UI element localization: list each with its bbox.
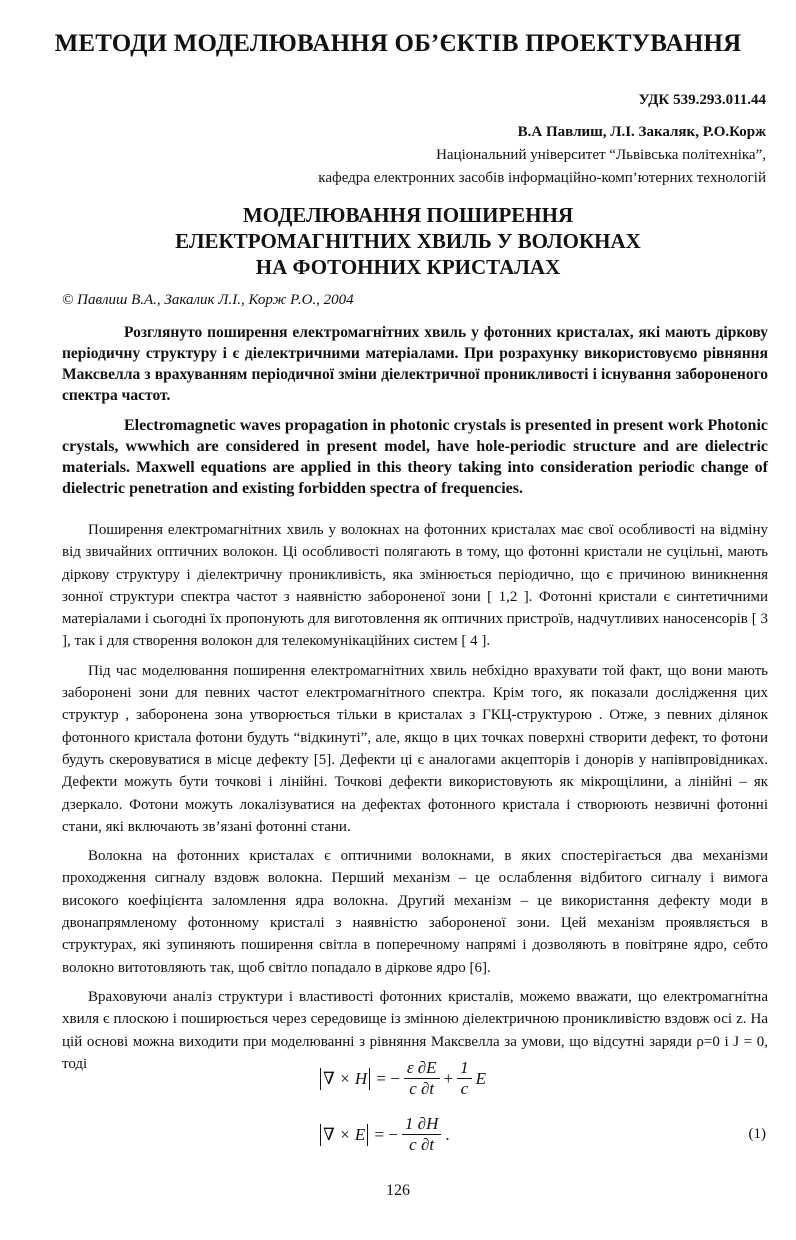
eq2-fraction xyxy=(402,1114,441,1155)
article-title xyxy=(60,202,756,280)
abstract-english: Electromagnetic waves propagation in photonic crystals is presented in present work Photonic crystals, wwwhich are considered in present model, have hole-periodic structure and are dielectric materials. Maxwell equations are applied in this theory taking into consideration periodic change of dielectric penetration and existing forbidden spectra of frequencies. xyxy=(62,417,768,497)
equation-number: (1) xyxy=(748,1126,766,1142)
eq2-lhs: ∇ × E xyxy=(323,1124,366,1144)
body-paragraph: Враховуючи аналіз структури і властивості фотонних кристалів, можемо вважати, що електромагнітна хвиля є плоскою і поширюється через середовище із змінною діелектричною проникливістю вздовж осі z. На цій основі можна виходити при моделюванні з рівняння Максвелла за умови, що відсутні заряди ρ=0 і J = 0, тоді xyxy=(62,988,768,1072)
section-title: МЕТОДИ МОДЕЛЮВАННЯ ОБ’ЄКТІВ ПРОЕКТУВАННЯ xyxy=(54,30,742,57)
abstract-ukrainian: Розглянуто поширення електромагнітних хвиль у фотонних кристалах, які мають діркову періодичну структуру і є діелектричними матеріалами. При розрахунку використовуємо рівняння Максвелла з врахуванням періодичної зміни діелектричної проникливості і існування забороненого спектра частот. xyxy=(62,324,768,404)
article-title-line: ЕЛЕКТРОМАГНІТНИХ ХВИЛЬ У ВОЛОКНАХ xyxy=(175,229,641,253)
affiliation-line-2: кафедра електронних засобів інформаційно-комп’ютерних технологій xyxy=(318,170,766,186)
authors: В.А Павлиш, Л.І. Закаляк, Р.О.Корж xyxy=(517,124,766,140)
equals-sign: = − xyxy=(372,1068,400,1088)
fraction-numerator: 1 xyxy=(457,1058,472,1079)
fraction-numerator: ε ∂E xyxy=(404,1058,440,1079)
udc-code: УДК 539.293.011.44 xyxy=(638,92,766,108)
article-title-line: НА ФОТОННИХ КРИСТАЛАХ xyxy=(255,255,561,279)
equals-sign: = − xyxy=(370,1124,398,1144)
fraction-denominator: c ∂t xyxy=(409,1135,435,1154)
page-number: 126 xyxy=(386,1182,410,1199)
fraction-numerator: 1 ∂H xyxy=(402,1114,441,1135)
equation-1 xyxy=(318,1058,486,1099)
affiliation-line-1: Національний університет “Львівська політехніка”, xyxy=(436,147,766,163)
body-paragraph: Під час моделювання поширення електромагнітних хвиль небхідно врахувати той факт, що вони мають заборонені зони для певних частот електромагнітного спектра. Крім того, як показали дослідження цих структур , заборонена зона утворюється тільки в кристалах з ГКЦ-структурою . Отже, з певних ділянок фотонного кристала фотони будуть “відкинуті”, але, якщо в цих точках поверхні створити дефект, то фотони будуть скеровуватися в місце дефекту [5]. Дефекти ці є аналогами акцепторів і донорів у напівпровідниках. Дефекти можуть бути точкові і лінійні. Точкові дефекти використовують як мікрощілини, а лінійні – як дзеркало. Фотони можуть локалізуватися на дефектах фотонного кристала і створюють незвичні фотонні стани, які включають зв’язані фотонні стани. xyxy=(62,662,768,835)
fraction-denominator: c ∂t xyxy=(409,1079,435,1098)
plus-sign: + xyxy=(443,1068,454,1088)
eq1-tail: E xyxy=(475,1068,487,1088)
fraction-denominator: c xyxy=(460,1079,469,1098)
abs-bar xyxy=(369,1068,370,1090)
eq1-fraction-2 xyxy=(457,1058,472,1099)
abs-bar xyxy=(320,1124,321,1146)
period: . xyxy=(445,1124,450,1144)
eq1-fraction-1 xyxy=(404,1058,440,1099)
equation-2 xyxy=(318,1114,450,1155)
eq1-lhs: ∇ × H xyxy=(323,1068,368,1088)
body-text xyxy=(62,519,768,1082)
copyright-line: © Павлиш В.А., Закалик Л.І., Корж Р.О., 2004 xyxy=(62,292,354,308)
article-title-line: МОДЕЛЮВАННЯ ПОШИРЕННЯ xyxy=(242,203,574,227)
abs-bar xyxy=(320,1068,321,1090)
abs-bar xyxy=(367,1124,368,1146)
body-paragraph: Волокна на фотонних кристалах є оптичними волокнами, в яких спостерігається два механізми проходження сигналу вздовж волокна. Перший механізм – це ослаблення відбитого сигналу і вимога високого коефіцієнта заломлення ядра волокна. Другий механізм – це використання дефекту моди в двонапрямленому фотонному кристалі з наявністю забороненої зони. Цей механізм проявляється в структурах, які зупиняють поширення світла в поперечному напрямі і дозволяють в повітряне ядро, себто волокно витотовляють так, щоб світло попадало в діркове ядро [6]. xyxy=(62,848,768,976)
body-paragraph: Поширення електромагнітних хвиль у волокнах на фотонних кристалах має свої особливості на відміну від звичайних оптичних волокон. Ці особливості полягають в тому, що фотонні кристали не суцільні, мають діркову структуру і діелектричну проникливість, яка змінюється періодично, що є причиною виникнення зонної структури спектра частот з наявністю забороненої зони [ 1,2 ]. Фотонні кристали є синтетичними матеріалами і сьогодні їх пропонують для виготовлення як оптичних пристроїв, надчутливих наносенсорів [ 3 ], так і для створення волокон для телекомунікаційних систем [ 4 ]. xyxy=(62,522,768,650)
